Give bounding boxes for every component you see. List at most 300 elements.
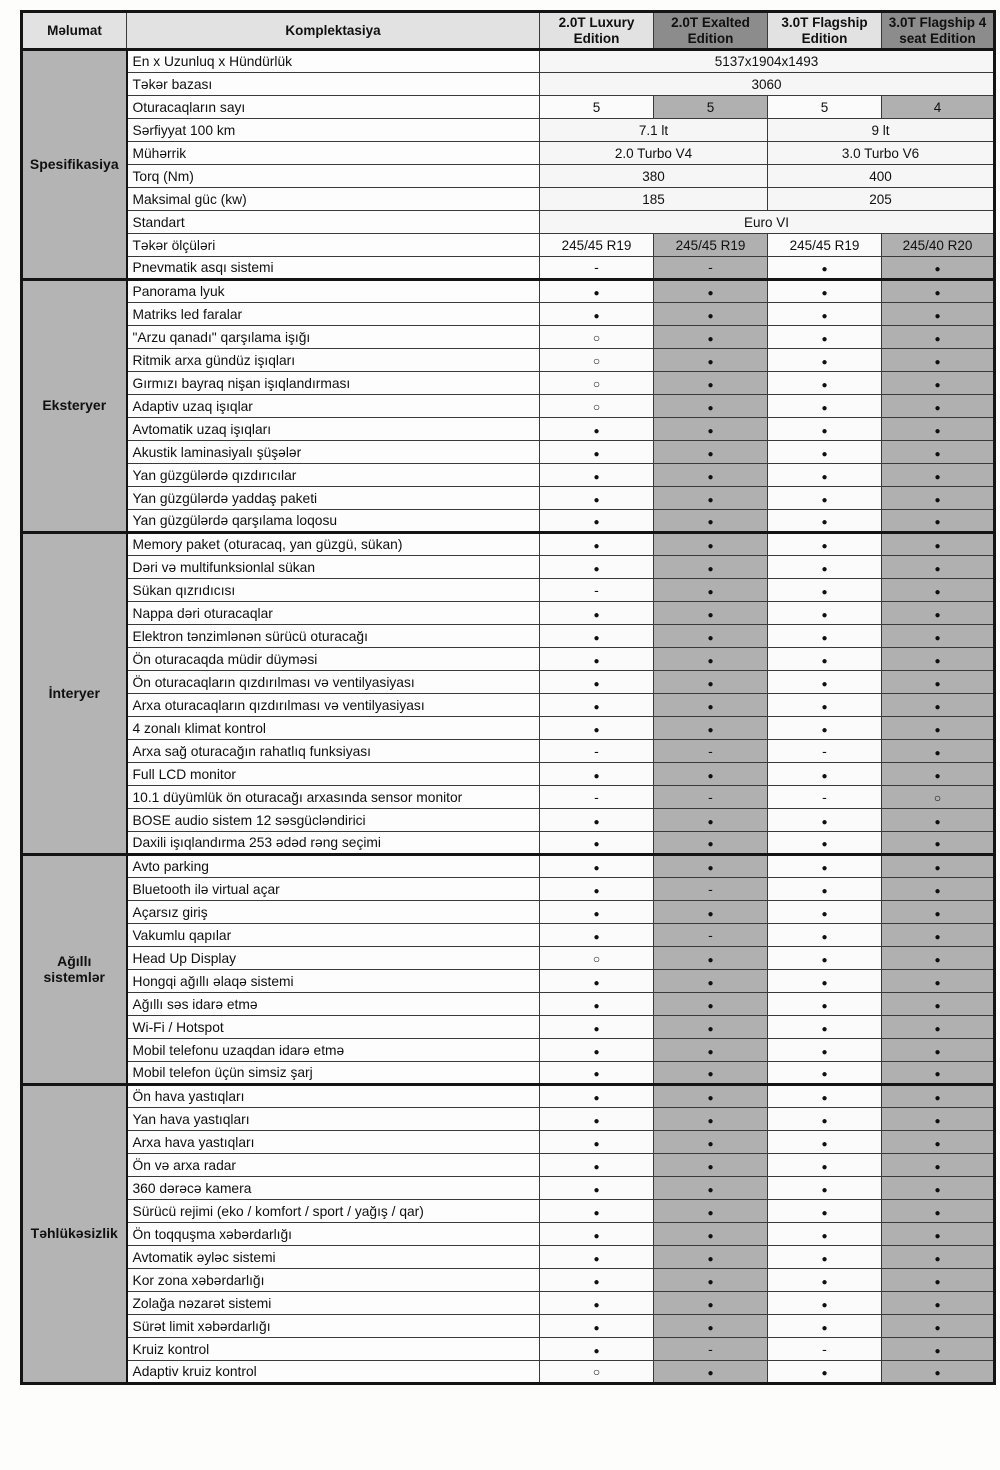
trim-value-cell [768, 1108, 882, 1131]
spec-row [22, 418, 995, 441]
trim-value-cell [540, 671, 654, 694]
standard-feature-dot-icon: ● [821, 1299, 828, 1311]
not-available-dash: - [822, 742, 827, 759]
standard-feature-dot-icon: ● [934, 1000, 941, 1012]
feature-label: Təkər ölçüləri [127, 234, 540, 257]
trim-value-cell [540, 924, 654, 947]
trim-value-cell [768, 993, 882, 1016]
trim-value-cell [654, 510, 768, 533]
feature-label: Avtomatik əyləc sistemi [127, 1246, 540, 1269]
standard-feature-dot-icon: ● [707, 310, 714, 322]
trim-value-cell [882, 1131, 995, 1154]
trim-value-cell [540, 510, 654, 533]
optional-feature-circle-icon: ○ [592, 330, 601, 345]
standard-feature-dot-icon: ● [593, 1184, 600, 1196]
standard-feature-dot-icon: ● [934, 288, 941, 299]
spec-row [22, 1108, 995, 1131]
section-label: Spesifikasiya [22, 50, 127, 280]
standard-feature-dot-icon: ● [593, 1000, 600, 1012]
trim-value-cell [654, 556, 768, 579]
spec-row [22, 1016, 995, 1039]
standard-feature-dot-icon: ● [821, 632, 828, 644]
standard-feature-dot-icon: ● [593, 977, 600, 989]
spec-row [22, 947, 995, 970]
not-available-dash: - [708, 259, 713, 275]
not-available-dash: - [594, 742, 599, 759]
standard-feature-dot-icon: ● [934, 586, 941, 598]
trim-value-cell [540, 1085, 654, 1108]
standard-feature-dot-icon: ● [593, 724, 600, 736]
feature-label: Yan hava yastıqları [127, 1108, 540, 1131]
feature-label: Standart [127, 211, 540, 234]
standard-feature-dot-icon: ● [821, 1322, 828, 1334]
trim-value-cell [654, 579, 768, 602]
trim-value-cell: 2.0 Turbo V4 [540, 142, 768, 165]
standard-feature-dot-icon: ● [821, 563, 828, 575]
trim-value-cell: 3.0 Turbo V6 [768, 142, 995, 165]
standard-feature-dot-icon: ● [593, 1023, 600, 1035]
standard-feature-dot-icon: ● [707, 1368, 714, 1379]
not-available-dash: - [708, 788, 713, 805]
feature-label: Ön hava yastıqları [127, 1085, 540, 1108]
trim-value-cell [540, 1062, 654, 1085]
standard-feature-dot-icon: ● [593, 1207, 600, 1219]
standard-feature-dot-icon: ● [934, 770, 941, 782]
trim-value-cell [654, 1131, 768, 1154]
feature-label: Kor zona xəbərdarlığı [127, 1269, 540, 1292]
trim-value-cell [654, 602, 768, 625]
trim-value-cell [882, 901, 995, 924]
trim-value-cell [768, 556, 882, 579]
trim-value-cell: 245/40 R20 [882, 234, 995, 257]
standard-feature-dot-icon: ● [707, 1299, 714, 1311]
standard-feature-dot-icon: ● [593, 908, 600, 920]
standard-feature-dot-icon: ● [821, 1000, 828, 1012]
standard-feature-dot-icon: ● [821, 908, 828, 920]
trim-value-cell [540, 418, 654, 441]
feature-label: Ön toqquşma xəbərdarlığı [127, 1223, 540, 1246]
trim-value-cell [882, 441, 995, 464]
standard-feature-dot-icon: ● [821, 1069, 828, 1080]
trim-value-cell [882, 970, 995, 993]
standard-feature-dot-icon: ● [821, 310, 828, 322]
trim-value-cell [882, 763, 995, 786]
trim-value-cell [654, 694, 768, 717]
standard-feature-dot-icon: ● [821, 655, 828, 667]
trim-value-cell: 7.1 lt [540, 119, 768, 142]
feature-label: Sürücü rejimi (eko / komfort / sport / yağış / qar) [127, 1200, 540, 1223]
trim-value-cell [768, 717, 882, 740]
standard-feature-dot-icon: ● [934, 425, 941, 437]
trim-column-header: 2.0T Exalted Edition [654, 12, 768, 50]
standard-feature-dot-icon: ● [821, 471, 828, 483]
trim-value-cell [768, 809, 882, 832]
standard-feature-dot-icon: ● [707, 609, 714, 621]
spec-row [22, 234, 995, 257]
trim-value-cell [540, 625, 654, 648]
spec-row [22, 1039, 995, 1062]
standard-feature-dot-icon: ● [821, 885, 828, 897]
trim-value-cell [768, 694, 882, 717]
optional-feature-circle-icon: ○ [592, 399, 601, 414]
trim-value-cell [540, 533, 654, 556]
feature-label: Torq (Nm) [127, 165, 540, 188]
standard-feature-dot-icon: ● [707, 1023, 714, 1035]
trim-value-cell [654, 763, 768, 786]
spec-row [22, 510, 995, 533]
standard-feature-dot-icon: ● [707, 1276, 714, 1288]
spec-row [22, 1131, 995, 1154]
trim-value-cell [654, 418, 768, 441]
trim-value-cell: 205 [768, 188, 995, 211]
trim-value-cell [540, 901, 654, 924]
standard-feature-dot-icon: ● [934, 931, 941, 943]
standard-feature-dot-icon: ● [934, 1093, 941, 1104]
standard-feature-dot-icon: ● [934, 977, 941, 989]
standard-feature-dot-icon: ● [821, 816, 828, 828]
feature-label: Elektron tənzimlənən sürücü oturacağı [127, 625, 540, 648]
standard-feature-dot-icon: ● [821, 678, 828, 690]
trim-value-cell [768, 1062, 882, 1085]
spec-table-body [22, 50, 995, 1384]
standard-feature-dot-icon: ● [934, 1184, 941, 1196]
trim-value-cell [540, 832, 654, 855]
standard-feature-dot-icon: ● [593, 632, 600, 644]
standard-feature-dot-icon: ● [934, 356, 941, 368]
trim-value-cell [768, 510, 882, 533]
standard-feature-dot-icon: ● [593, 1322, 600, 1334]
standard-feature-dot-icon: ● [707, 333, 714, 345]
standard-feature-dot-icon: ● [934, 264, 941, 275]
feature-label: Açarsız giriş [127, 901, 540, 924]
standard-feature-dot-icon: ● [821, 425, 828, 437]
trim-value-cell [768, 280, 882, 303]
standard-feature-dot-icon: ● [707, 908, 714, 920]
spec-row [22, 280, 995, 303]
trim-value-cell [654, 464, 768, 487]
trim-value-cell [882, 1292, 995, 1315]
trim-value-cell [654, 372, 768, 395]
trim-value-cell [540, 441, 654, 464]
trim-value-cell [768, 1223, 882, 1246]
trim-value-cell [654, 395, 768, 418]
spec-row [22, 441, 995, 464]
trim-value-cell [882, 257, 995, 280]
standard-feature-dot-icon: ● [707, 1230, 714, 1242]
feature-label: Panorama lyuk [127, 280, 540, 303]
feature-label: Mobil telefon üçün simsiz şarj [127, 1062, 540, 1085]
standard-feature-dot-icon: ● [934, 839, 941, 850]
trim-value-cell [882, 878, 995, 901]
standard-feature-dot-icon: ● [593, 1299, 600, 1311]
trim-value-cell [540, 970, 654, 993]
standard-feature-dot-icon: ● [593, 770, 600, 782]
feature-label: Mühərrik [127, 142, 540, 165]
standard-feature-dot-icon: ● [821, 288, 828, 299]
trim-value-cell [540, 1269, 654, 1292]
standard-feature-dot-icon: ● [934, 701, 941, 713]
spec-row [22, 1361, 995, 1384]
trim-value-cell [882, 1016, 995, 1039]
trim-value-cell: 4 [882, 96, 995, 119]
trim-value-cell [654, 257, 768, 280]
trim-value-cell: 5137x1904x1493 [540, 50, 995, 73]
standard-feature-dot-icon: ● [934, 402, 941, 414]
trim-value-cell [882, 556, 995, 579]
standard-feature-dot-icon: ● [707, 1207, 714, 1219]
spec-row [22, 487, 995, 510]
standard-feature-dot-icon: ● [821, 541, 828, 552]
feature-label: En x Uzunluq x Hündürlük [127, 50, 540, 73]
trim-value-cell [768, 648, 882, 671]
trim-value-cell [654, 1039, 768, 1062]
trim-value-cell [540, 326, 654, 349]
trim-value-cell [654, 832, 768, 855]
spec-row [22, 349, 995, 372]
trim-value-cell [540, 1016, 654, 1039]
feature-label: 10.1 düyümlük ön oturacağı arxasında sensor monitor [127, 786, 540, 809]
standard-feature-dot-icon: ● [593, 448, 600, 460]
spec-row [22, 1338, 995, 1361]
standard-feature-dot-icon: ● [821, 402, 828, 414]
trim-value-cell [882, 579, 995, 602]
trim-value-cell [768, 1292, 882, 1315]
standard-feature-dot-icon: ● [934, 1276, 941, 1288]
trim-value-cell [768, 832, 882, 855]
trim-value-cell [882, 1154, 995, 1177]
trim-value-cell [540, 878, 654, 901]
trim-value-cell [768, 418, 882, 441]
feature-label: 4 zonalı klimat kontrol [127, 717, 540, 740]
not-available-dash: - [594, 581, 599, 598]
trim-value-cell [540, 303, 654, 326]
feature-label: Nappa dəri oturacaqlar [127, 602, 540, 625]
standard-feature-dot-icon: ● [821, 839, 828, 850]
trim-value-cell [882, 1361, 995, 1384]
standard-feature-dot-icon: ● [707, 1184, 714, 1196]
feature-label: BOSE audio sistem 12 səsgücləndirici [127, 809, 540, 832]
trim-value-cell [882, 395, 995, 418]
trim-value-cell [768, 924, 882, 947]
standard-feature-dot-icon: ● [593, 1161, 600, 1173]
trim-value-cell [768, 1085, 882, 1108]
trim-value-cell [540, 579, 654, 602]
trim-value-cell [768, 533, 882, 556]
feature-label: Vakumlu qapılar [127, 924, 540, 947]
trim-value-cell [654, 1361, 768, 1384]
standard-feature-dot-icon: ● [934, 908, 941, 920]
trim-value-cell [768, 786, 882, 809]
trim-value-cell [540, 372, 654, 395]
trim-value-cell [540, 648, 654, 671]
trim-value-cell: 245/45 R19 [768, 234, 882, 257]
trim-value-cell [540, 1292, 654, 1315]
standard-feature-dot-icon: ● [593, 425, 600, 437]
feature-label: Arxa sağ oturacağın rahatlıq funksiyası [127, 740, 540, 763]
trim-value-cell: 245/45 R19 [654, 234, 768, 257]
trim-value-cell [882, 717, 995, 740]
trim-value-cell [654, 625, 768, 648]
spec-row [22, 970, 995, 993]
feature-label: Ön oturacaqda müdir düyməsi [127, 648, 540, 671]
standard-feature-dot-icon: ● [934, 678, 941, 690]
standard-feature-dot-icon: ● [707, 1138, 714, 1150]
trim-value-cell [654, 648, 768, 671]
trim-value-cell [768, 1016, 882, 1039]
standard-feature-dot-icon: ● [707, 1093, 714, 1104]
standard-feature-dot-icon: ● [821, 1253, 828, 1265]
standard-feature-dot-icon: ● [821, 1276, 828, 1288]
trim-value-cell [768, 303, 882, 326]
trim-value-cell [540, 556, 654, 579]
standard-feature-dot-icon: ● [707, 494, 714, 506]
feature-label: Təkər bazası [127, 73, 540, 96]
standard-feature-dot-icon: ● [593, 1093, 600, 1104]
spec-row [22, 1200, 995, 1223]
trim-value-cell [540, 1315, 654, 1338]
standard-feature-dot-icon: ● [707, 701, 714, 713]
standard-feature-dot-icon: ● [821, 264, 828, 275]
spec-row [22, 1269, 995, 1292]
feature-label: Head Up Display [127, 947, 540, 970]
feature-label: Ağıllı səs idarə etmə [127, 993, 540, 1016]
spec-row [22, 878, 995, 901]
feature-label: Pnevmatik asqı sistemi [127, 257, 540, 280]
feature-label: Yan güzgülərdə qızdırıcılar [127, 464, 540, 487]
trim-value-cell [768, 395, 882, 418]
standard-feature-dot-icon: ● [707, 356, 714, 368]
standard-feature-dot-icon: ● [934, 1253, 941, 1265]
trim-value-cell [768, 625, 882, 648]
spec-row [22, 648, 995, 671]
standard-feature-dot-icon: ● [821, 448, 828, 460]
header-melumat: Məlumat [22, 12, 127, 50]
trim-value-cell [882, 464, 995, 487]
standard-feature-dot-icon: ● [593, 678, 600, 690]
standard-feature-dot-icon: ● [593, 885, 600, 897]
trim-value-cell [540, 1177, 654, 1200]
trim-value-cell [882, 1062, 995, 1085]
spec-row [22, 372, 995, 395]
standard-feature-dot-icon: ● [593, 1115, 600, 1127]
trim-value-cell [882, 1085, 995, 1108]
trim-value-cell [768, 947, 882, 970]
feature-label: Yan güzgülərdə yaddaş paketi [127, 487, 540, 510]
spec-row [22, 901, 995, 924]
trim-value-cell [882, 947, 995, 970]
feature-label: 360 dərəcə kamera [127, 1177, 540, 1200]
standard-feature-dot-icon: ● [707, 816, 714, 828]
header-row [22, 12, 995, 50]
standard-feature-dot-icon: ● [707, 541, 714, 552]
trim-value-cell: 5 [768, 96, 882, 119]
standard-feature-dot-icon: ● [593, 1046, 600, 1058]
standard-feature-dot-icon: ● [934, 609, 941, 621]
standard-feature-dot-icon: ● [934, 1069, 941, 1080]
feature-label: Ön və arxa radar [127, 1154, 540, 1177]
trim-value-cell [768, 1177, 882, 1200]
spec-row [22, 1177, 995, 1200]
trim-value-cell [768, 1246, 882, 1269]
trim-value-cell [540, 809, 654, 832]
not-available-dash: - [594, 788, 599, 805]
header-komplektasiya: Komplektasiya [127, 12, 540, 50]
standard-feature-dot-icon: ● [934, 333, 941, 345]
standard-feature-dot-icon: ● [593, 1138, 600, 1150]
standard-feature-dot-icon: ● [934, 563, 941, 575]
feature-label: Akustik laminasiyalı şüşələr [127, 441, 540, 464]
trim-value-cell [882, 1315, 995, 1338]
trim-value-cell [654, 901, 768, 924]
standard-feature-dot-icon: ● [593, 563, 600, 575]
feature-label: Ön oturacaqların qızdırılması və ventilyasiyası [127, 671, 540, 694]
standard-feature-dot-icon: ● [707, 678, 714, 690]
trim-value-cell [654, 1246, 768, 1269]
trim-value-cell [768, 1200, 882, 1223]
spec-row [22, 1223, 995, 1246]
trim-value-cell [540, 1200, 654, 1223]
standard-feature-dot-icon: ● [593, 1253, 600, 1265]
spec-row [22, 1292, 995, 1315]
trim-value-cell [654, 786, 768, 809]
trim-column-header: 3.0T Flagship Edition [768, 12, 882, 50]
standard-feature-dot-icon: ● [821, 977, 828, 989]
standard-feature-dot-icon: ● [707, 655, 714, 667]
trim-value-cell [882, 625, 995, 648]
trim-value-cell [882, 740, 995, 763]
standard-feature-dot-icon: ● [707, 724, 714, 736]
standard-feature-dot-icon: ● [707, 839, 714, 850]
standard-feature-dot-icon: ● [934, 1023, 941, 1035]
trim-value-cell: 5 [540, 96, 654, 119]
trim-value-cell [882, 326, 995, 349]
feature-label: Wi-Fi / Hotspot [127, 1016, 540, 1039]
standard-feature-dot-icon: ● [934, 724, 941, 736]
trim-value-cell [882, 303, 995, 326]
trim-value-cell [654, 1085, 768, 1108]
feature-label: Arxa hava yastıqları [127, 1131, 540, 1154]
standard-feature-dot-icon: ● [934, 816, 941, 828]
standard-feature-dot-icon: ● [821, 1230, 828, 1242]
standard-feature-dot-icon: ● [934, 494, 941, 506]
standard-feature-dot-icon: ● [593, 931, 600, 943]
standard-feature-dot-icon: ● [593, 701, 600, 713]
trim-value-cell [768, 372, 882, 395]
trim-value-cell [654, 349, 768, 372]
trim-value-cell [882, 602, 995, 625]
not-available-dash: - [708, 880, 713, 897]
standard-feature-dot-icon: ● [821, 701, 828, 713]
feature-label: Maksimal güc (kw) [127, 188, 540, 211]
spec-row [22, 50, 995, 73]
trim-value-cell [654, 1154, 768, 1177]
standard-feature-dot-icon: ● [593, 816, 600, 828]
standard-feature-dot-icon: ● [821, 931, 828, 943]
standard-feature-dot-icon: ● [821, 863, 828, 874]
trim-value-cell [540, 257, 654, 280]
standard-feature-dot-icon: ● [821, 379, 828, 391]
trim-value-cell [540, 1223, 654, 1246]
standard-feature-dot-icon: ● [934, 632, 941, 644]
trim-value-cell [768, 487, 882, 510]
standard-feature-dot-icon: ● [821, 356, 828, 368]
trim-value-cell [540, 740, 654, 763]
trim-value-cell [882, 832, 995, 855]
trim-value-cell [540, 855, 654, 878]
standard-feature-dot-icon: ● [593, 1230, 600, 1242]
trim-value-cell: 185 [540, 188, 768, 211]
trim-value-cell [768, 441, 882, 464]
